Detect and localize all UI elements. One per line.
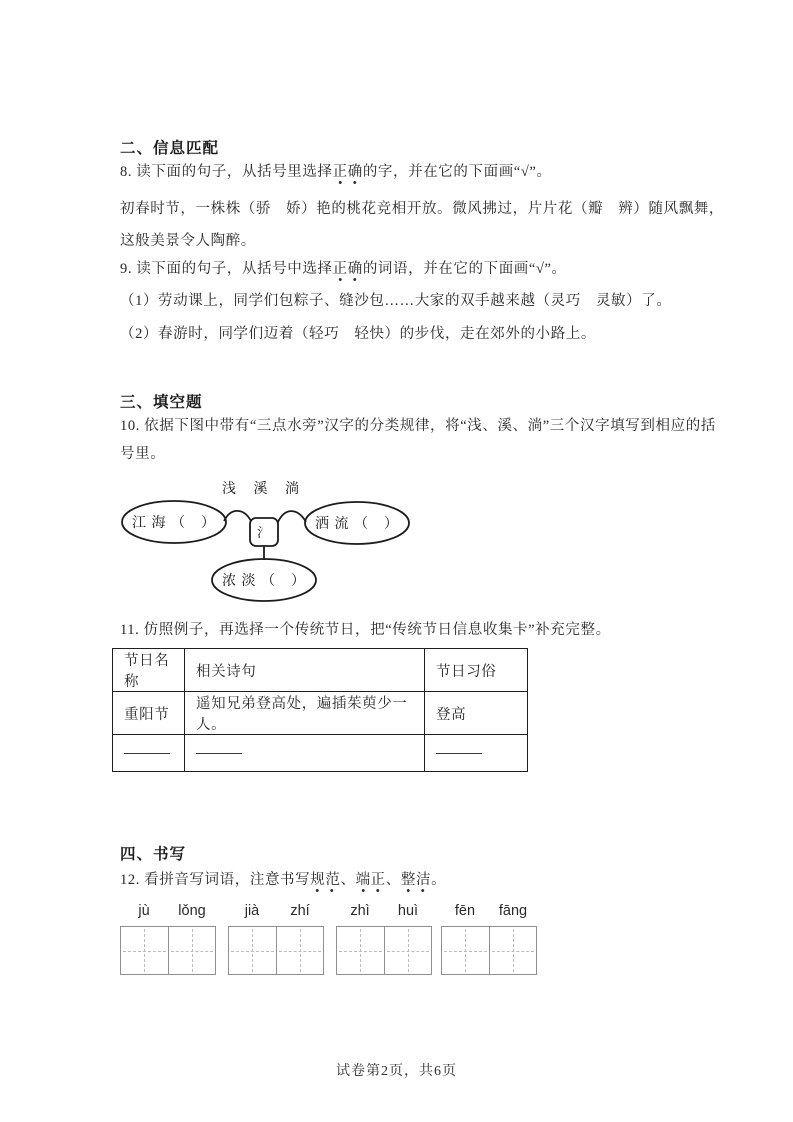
cell-festival-custom: 登高 bbox=[425, 692, 528, 735]
diagram-connector-left bbox=[224, 511, 251, 521]
pinyin-label: jù bbox=[138, 903, 150, 919]
q8-sentence-line-2: 这般美景令人陶醉。 bbox=[120, 233, 256, 249]
writing-grid-group bbox=[336, 903, 432, 975]
q9-item-2: （2）春游时，同学们迈着（轻巧 轻快）的步伐，走在郊外的小路上。 bbox=[120, 326, 596, 342]
q8-sentence-line-1: 初春时节，一株株（骄 娇）艳的桃花竞相开放。微风拂过，片片花（瓣 辨）随风飘舞， bbox=[120, 201, 724, 217]
writing-grid-group bbox=[441, 903, 537, 975]
pinyin-label: zhí bbox=[290, 903, 310, 919]
cell-festival-name: 重阳节 bbox=[113, 692, 185, 735]
q12-prompt-end: 。 bbox=[431, 872, 447, 888]
blank-cell bbox=[185, 735, 425, 772]
header-festival-custom: 节日习俗 bbox=[425, 649, 528, 692]
diagram-right-text: 洒 流 （ ） bbox=[315, 517, 399, 532]
pinyin-label: fēn bbox=[454, 903, 476, 919]
blank-underline bbox=[196, 752, 242, 754]
pinyin-label: jià bbox=[244, 903, 260, 919]
festival-card-table bbox=[112, 648, 528, 772]
diagram-center-radical: 氵 bbox=[256, 525, 272, 540]
q9-prompt-post: 的词语，并在它的下面画“√”。 bbox=[362, 261, 567, 277]
pinyin-label: fāng bbox=[498, 903, 528, 919]
diagram-top-label: 浅 溪 淌 bbox=[222, 482, 306, 497]
table-blank-row bbox=[113, 735, 528, 772]
q12-prompt-pre: 12. 看拼音写词语，注意书写 bbox=[120, 872, 311, 888]
blank-underline bbox=[124, 752, 170, 754]
q10-prompt-line-2: 号里。 bbox=[120, 446, 166, 462]
writing-grid-group bbox=[228, 903, 324, 975]
pinyin-labels bbox=[441, 903, 537, 923]
q11-prompt: 11. 仿照例子，再选择一个传统节日，把“传统节日信息收集卡”补充完整。 bbox=[120, 622, 611, 638]
pinyin-label: huì bbox=[397, 903, 419, 919]
q9-prompt-pre: 9. 读下面的句子，从括号中选择 bbox=[120, 261, 333, 277]
page-footer: 试卷第2页，共6页 bbox=[336, 1064, 457, 1079]
q8-prompt bbox=[120, 162, 552, 182]
writing-cell bbox=[442, 927, 489, 974]
emphasized-word: 正确 bbox=[333, 261, 363, 282]
cell-related-verse: 遥知兄弟登高处，遍插茱萸少一人。 bbox=[185, 692, 425, 735]
blank-cell bbox=[425, 735, 528, 772]
diagram-left-text: 江 海 （ ） bbox=[132, 516, 216, 531]
header-festival-name: 节日名称 bbox=[113, 649, 185, 692]
pinyin-labels bbox=[120, 903, 216, 923]
pinyin-labels bbox=[228, 903, 324, 923]
q10-prompt-line-1: 10. 依据下图中带有“三点水旁”汉字的分类规律，将“浅、溪、淌”三个汉字填写到相应的括 bbox=[120, 418, 716, 434]
writing-cells bbox=[120, 926, 216, 975]
writing-cell bbox=[384, 927, 431, 974]
section-4-title: 四、书写 bbox=[120, 846, 187, 863]
writing-cells bbox=[441, 926, 537, 975]
writing-cell bbox=[337, 927, 384, 974]
pinyin-labels bbox=[336, 903, 432, 923]
q8-prompt-post: 的字，并在它的下面画“√”。 bbox=[362, 164, 552, 180]
diagram-bottom-text: 浓 淡 （ ） bbox=[222, 574, 306, 589]
writing-grid-group bbox=[120, 903, 216, 975]
q9-prompt bbox=[120, 259, 567, 279]
table-header-row bbox=[113, 649, 528, 692]
q8-prompt-pre: 8. 读下面的句子，从括号里选择 bbox=[120, 164, 333, 180]
blank-cell bbox=[113, 735, 185, 772]
writing-cell bbox=[229, 927, 276, 974]
writing-cells bbox=[228, 926, 324, 975]
emphasized-word: 端正 bbox=[356, 872, 386, 893]
diagram-connector-right bbox=[278, 511, 306, 522]
emphasized-word: 规范 bbox=[310, 872, 340, 893]
emphasized-word: 正确 bbox=[333, 164, 363, 185]
emphasized-word: 整洁 bbox=[401, 872, 431, 893]
writing-cell bbox=[276, 927, 323, 974]
section-2-title: 二、信息匹配 bbox=[120, 140, 220, 157]
table-row bbox=[113, 692, 528, 735]
water-radical-diagram bbox=[112, 476, 422, 608]
writing-cell bbox=[121, 927, 168, 974]
writing-cells bbox=[336, 926, 432, 975]
q12-separator: 、 bbox=[385, 872, 401, 888]
pinyin-label: lǒng bbox=[178, 903, 206, 919]
pinyin-label: zhì bbox=[350, 903, 370, 919]
writing-cell bbox=[489, 927, 536, 974]
q12-prompt bbox=[120, 870, 446, 890]
q12-separator: 、 bbox=[340, 872, 356, 888]
header-related-verse: 相关诗句 bbox=[185, 649, 425, 692]
section-3-title: 三、填空题 bbox=[120, 394, 203, 411]
writing-cell bbox=[168, 927, 215, 974]
blank-underline bbox=[436, 752, 482, 754]
q9-item-1: （1）劳动课上，同学们包粽子、缝沙包……大家的双手越来越（灵巧 灵敏）了。 bbox=[120, 293, 672, 309]
